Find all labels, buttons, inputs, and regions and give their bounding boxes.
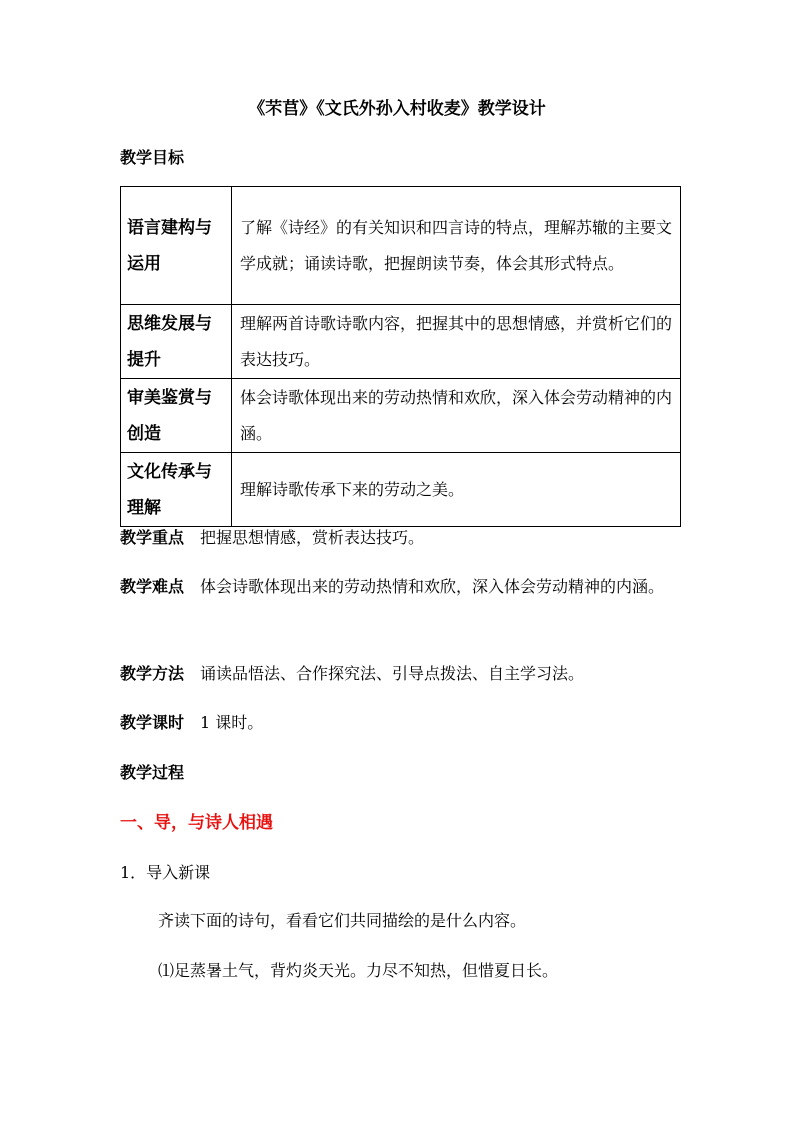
table-row — [121, 305, 681, 379]
methods-text: 诵读品悟法、合作探究法、引导点拨法、自主学习法。 — [200, 664, 585, 683]
methods-paragraph — [120, 656, 680, 692]
key-points-paragraph — [120, 520, 680, 556]
objective-content: 体会诗歌体现出来的劳动热情和欢欣，深入体会劳动精神的内涵。 — [232, 379, 681, 453]
table-row — [121, 187, 681, 305]
objective-label: 文化传承与理解 — [121, 453, 232, 527]
objective-label: 审美鉴赏与创造 — [121, 379, 232, 453]
difficulties-paragraph — [120, 569, 680, 605]
process-heading: 教学过程 — [120, 763, 185, 782]
objective-content: 理解诗歌传承下来的劳动之美。 — [232, 453, 681, 527]
section-heading: 一、导，与诗人相遇 — [120, 813, 273, 833]
key-points-text: 把握思想情感，赏析表达技巧。 — [200, 528, 425, 547]
objectives-table — [120, 186, 681, 527]
objective-content: 了解《诗经》的有关知识和四言诗的特点，理解苏辙的主要文学成就；诵读诗歌，把握朗读节奏，体会其形式特点。 — [232, 187, 681, 305]
document-title: 《芣苢》《文氏外孙入村收麦》教学设计 — [248, 99, 546, 119]
table-row — [121, 453, 681, 527]
difficulties-label: 教学难点 — [120, 577, 185, 596]
objectives-heading: 教学目标 — [120, 148, 185, 167]
hours-label: 教学课时 — [120, 713, 185, 732]
item-heading: 1．导入新课 — [120, 863, 211, 882]
body-paragraph: 齐读下面的诗句，看看它们共同描绘的是什么内容。 — [158, 911, 527, 930]
objective-label: 思维发展与提升 — [121, 305, 232, 379]
key-points-label: 教学重点 — [120, 528, 185, 547]
difficulties-text: 体会诗歌体现出来的劳动热情和欢欣，深入体会劳动精神的内涵。 — [200, 577, 665, 596]
objective-content: 理解两首诗歌诗歌内容，把握其中的思想情感，并赏析它们的表达技巧。 — [232, 305, 681, 379]
hours-text: 1 课时。 — [200, 713, 264, 732]
methods-label: 教学方法 — [120, 664, 185, 683]
poem-line: ⑴足蒸暑土气，背灼炎天光。力尽不知热，但惜夏日长。 — [158, 961, 559, 980]
table-row — [121, 379, 681, 453]
objective-label: 语言建构与运用 — [121, 187, 232, 305]
hours-paragraph — [120, 705, 680, 741]
